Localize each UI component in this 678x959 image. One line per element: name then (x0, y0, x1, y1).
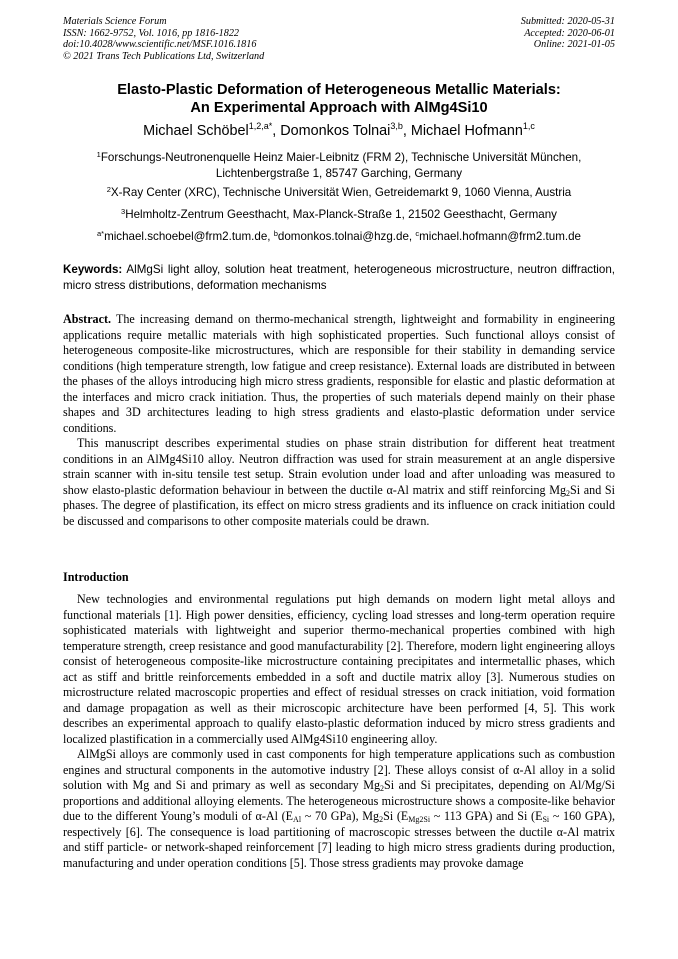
body-text: ~ 70 GPa), Mg (301, 809, 380, 823)
affiliation-text: X-Ray Center (XRC), Technische Universität Wien, Getreidemarkt 9, 1060 Vienna, Austria (110, 186, 572, 199)
affiliation-text: Lichtenbergstraße 1, 85747 Garching, Germany (215, 167, 463, 180)
title-line-2: An Experimental Approach with AlMg4Si10 (190, 99, 488, 116)
title-line-1: Elasto-Plastic Deformation of Heterogeneous Metallic Materials: (117, 82, 561, 98)
abstract-text: This manuscript describes experimental studies on phase strain distribution for different heat treatment conditions in an AlMg4Si10 alloy. Neutron diffraction was used for strain measurement at an angle dispersive strain scanner with in-situ tensile test setup. Strain evolution under load and after unloading was measured to show elasto-plastic deformation behaviour in between the ductile α-Al matrix and stiff reinforcing Mg (63, 436, 615, 497)
author-name: Domonkos Tolnai (280, 123, 391, 139)
author-affiliation-mark: 1,2,a* (248, 121, 273, 131)
affiliation-mark: 3 (121, 207, 126, 216)
email-address: michael.hofmann@frm2.tum.de (419, 230, 582, 243)
author-affiliation-mark: 3,b (390, 121, 403, 131)
subscript: 2 (380, 784, 385, 793)
subscript: Al (293, 815, 302, 824)
submitted-date: Submitted: 2020-05-31 (520, 16, 615, 27)
affiliation-text: Helmholtz-Zentrum Geesthacht, Max-Planck-Straße 1, 21502 Geesthacht, Germany (125, 208, 557, 221)
journal-name: Materials Science Forum (63, 16, 167, 27)
accepted-date: Accepted: 2020-06-01 (524, 27, 615, 39)
affiliation-1 (50, 150, 628, 182)
issn-line: ISSN: 1662-9752, Vol. 1016, pp 1816-1822 (63, 27, 240, 39)
email-line (50, 229, 628, 245)
keywords-block (63, 262, 615, 294)
keywords-label: Keywords: (63, 263, 123, 276)
subscript: 2 (379, 815, 384, 824)
email-mark: c (415, 229, 420, 238)
body-text: Si and Si precipitates, depending on Al/Mg/Si proportions and additional alloying elements. The heterogeneous microstructure shows a composite-like behavior due to the different Young’s moduli of α-Al (E (63, 778, 615, 823)
author-affiliation-mark: 1,c (522, 121, 535, 131)
author-name: Michael Hofmann (410, 123, 523, 139)
doi-line: doi:10.4028/www.scientific.net/MSF.1016.1816 (63, 39, 257, 51)
email-mark: b (273, 229, 278, 238)
subscript: Si (542, 815, 550, 824)
copyright-line: © 2021 Trans Tech Publications Ltd, Switzerland (63, 50, 265, 62)
affiliation-2 (50, 185, 628, 201)
abstract-paragraph (63, 312, 615, 436)
affiliation-3 (50, 207, 628, 223)
abstract-paragraph (63, 436, 615, 529)
keywords-text: AlMgSi light alloy, solution heat treatment, heterogeneous microstructure, neutron diffraction, micro stress distributions, deformation mechanisms (63, 263, 615, 292)
email-address: michael.schoebel@frm2.tum.de, (104, 230, 274, 243)
abstract-text: Si and Si phases. The degree of plastification, its effect on micro stress gradients and its influence on crack initiation could be discussed and comparisons to other composite materials could be drawn. (63, 482, 616, 528)
abstract-text: The increasing demand on thermo-mechanical strength, lightweight and formability in engineering applications require metallic materials with high sophisticated properties. Such functional alloys consist of heterogeneous composite-like microstructures, which are responsible for their stability in demanding service conditions (high temperature strength, low fatigue and creep resistance). External loads are distributed in between the phases of the alloys introducing high micro stress gradients, responsible for elastic and plastic deformation at the interfaces and micro crack initiation. Thus, the properties of such materials depend mainly on their phase shapes and 3D architectures leading to high stress gradients and elasto-plastic deformation under service conditions. (63, 312, 615, 435)
subscript: Mg2Si (408, 815, 431, 824)
affiliation-text: Forschungs-Neutronenquelle Heinz Maier-Leibnitz (FRM 2), Technische Universität München, (100, 151, 582, 164)
email-mark: a* (96, 229, 105, 238)
abstract-label: Abstract. (63, 312, 112, 326)
introduction-block (63, 592, 615, 871)
abstract-block (63, 312, 615, 529)
subscript: 2 (566, 488, 571, 498)
affiliation-mark: 2 (106, 185, 111, 194)
author-name: Michael Schöbel (143, 123, 249, 139)
affiliation-mark: 1 (96, 150, 101, 159)
body-text: ~ 113 GPA) and Si (E (430, 809, 543, 823)
dates-header (521, 16, 615, 51)
section-heading-introduction: Introduction (63, 570, 129, 584)
body-text: ~ 160 GPA), respectively [6]. The consequence is load partitioning of macroscopic stresses between the ductile α-Al matrix and stiff particle- or network-shaped reinforcement [7] leading to high micro stress gradients during production, manufacturing and under operation conditions [5]. Those stress gradients may provoke damage (63, 809, 615, 870)
author-list (40, 122, 638, 140)
body-text: AlMgSi alloys are commonly used in cast components for high temperature applications such as combustion engines and structural components in the automotive industry [2]. These alloys consist of α-Al alloy in a solid solution with Mg and Si and primary as well as secondary Mg (63, 747, 615, 792)
author-separator: , (272, 123, 281, 139)
paper-title (40, 82, 638, 117)
online-date: Online: 2021-01-05 (533, 39, 615, 51)
author-separator: , (402, 123, 411, 139)
email-address: domonkos.tolnai@hzg.de, (277, 230, 416, 243)
body-text: Si (E (383, 809, 409, 823)
introduction-paragraph (63, 747, 615, 871)
introduction-paragraph: New technologies and environmental regulations put high demands on modern light metal alloys and functional materials [1]. High power densities, efficiency, cycling load stresses and long-term operation require sophisticated materials with lightweight and superior thermo-mechanical properties combined with high temperature strength, creep resistance and good manufacturability [2]. Therefore, modern light engineering alloys consist of heterogeneous composite-like microstructure containing precipitates and intermetallic phases, which act as stiff and brittle reinforcements embedded in a soft and ductile matrix alloy [3]. Numerous studies on microstructure related macroscopic properties and effect of residual stresses on crack initiation, void formation and damage propagation as well as their microscopic architecture have been performed [4, 5]. This work describes an experimental approach to qualify elasto-plastic deformation induced by micro stress gradients and localized plastification in a commercially used AlMg4Si10 engineering alloy. (63, 592, 615, 746)
journal-header (63, 16, 264, 62)
